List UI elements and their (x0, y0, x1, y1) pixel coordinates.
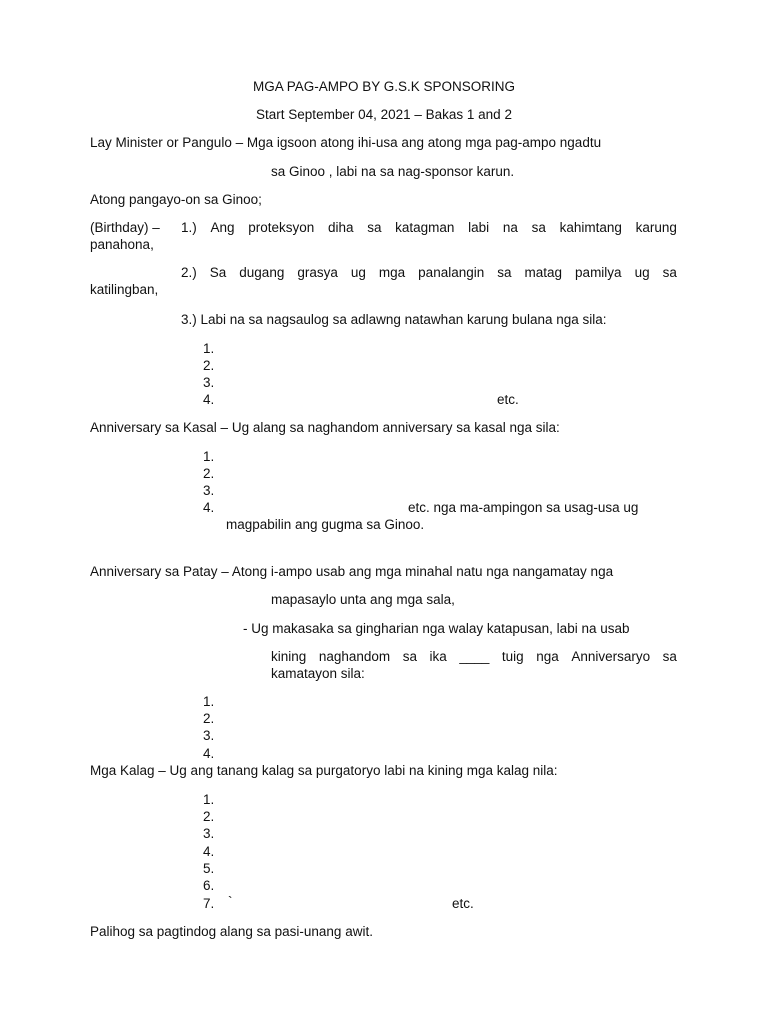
wedding-heading: Anniversary sa Kasal – Ug alang sa naghandom anniversary sa kasal nga sila: (90, 420, 560, 435)
birthday-label: (Birthday) – (90, 220, 160, 235)
word: Sa (209, 265, 227, 280)
birthday-item-2-continued: katilingban, (90, 282, 159, 297)
death-line-2: mapasaylo unta ang mga sala, (271, 592, 455, 607)
birthday-item-1 (181, 219, 677, 236)
word: katagman (395, 220, 455, 235)
prayer-call: Atong pangayo-on sa Ginoo; (90, 192, 262, 207)
souls-heading: Mga Kalag – Ug ang tanang kalag sa purgatoryo labi na kining mga kalag nila: (90, 763, 558, 778)
closing-line: Palihog sa pagtindog alang sa pasi-unang awit. (90, 924, 373, 939)
wedding-list-item: 2. (203, 466, 215, 481)
death-list-item: 3. (203, 728, 215, 743)
word: karung (635, 220, 677, 235)
word: proteksyon (248, 220, 315, 235)
word: panalangin (418, 265, 485, 280)
document-title: MGA PAG-AMPO BY G.S.K SPONSORING (252, 79, 516, 94)
intro-line-1: Lay Minister or Pangulo – Mga igsoon atong ihi-usa ang atong mga pag-ampo ngadtu (90, 135, 602, 150)
word: Anniversaryo (571, 649, 651, 664)
word: sa (367, 220, 382, 235)
word: Ang (210, 220, 235, 235)
wedding-list-item: 4. (203, 500, 215, 515)
souls-list-item: 1. (203, 792, 215, 807)
word: ug (350, 265, 366, 280)
birthday-item-3: 3.) Labi na sa nagsaulog sa adlawng natawhan karung bulana nga sila: (181, 312, 607, 327)
word: na (502, 220, 518, 235)
intro-line-2: sa Ginoo , labi na sa nag-sponsor karun. (271, 164, 515, 179)
word: dugang (239, 265, 285, 280)
word: tuig (501, 649, 524, 664)
word: matag (524, 265, 563, 280)
birthday-list-item: 2. (203, 358, 215, 373)
word: sa (662, 649, 677, 664)
word: ____ (459, 649, 490, 664)
word: kahimtang (559, 220, 622, 235)
birthday-list-item: 3. (203, 375, 215, 390)
souls-list-item: 3. (203, 826, 215, 841)
souls-etc: etc. (452, 896, 474, 911)
souls-list-item: 6. (203, 878, 215, 893)
word: 1.) (181, 220, 197, 235)
word: diha (327, 220, 354, 235)
death-list-item: 1. (203, 694, 215, 709)
souls-list-item: 5. (203, 861, 215, 876)
word: kining (271, 649, 307, 664)
souls-backtick: ` (228, 894, 233, 909)
death-line-5: kamatayon sila: (271, 666, 365, 681)
death-list-item: 2. (203, 711, 215, 726)
word: ika (429, 649, 447, 664)
birthday-etc: etc. (497, 392, 519, 407)
word: sa (662, 265, 677, 280)
birthday-item-2 (181, 264, 677, 281)
word: ug (634, 265, 650, 280)
birthday-list-item: 1. (203, 341, 215, 356)
word: labi (468, 220, 490, 235)
death-list-item: 4. (203, 746, 215, 761)
wedding-etc-continued: magpabilin ang gugma sa Ginoo. (226, 517, 425, 532)
document-subtitle: Start September 04, 2021 – Bakas 1 and 2 (256, 107, 512, 122)
word: sa (497, 265, 512, 280)
wedding-etc: etc. nga ma-ampingon sa usag-usa ug (408, 500, 639, 515)
word: grasya (297, 265, 338, 280)
word: sa (531, 220, 546, 235)
word: 2.) (181, 265, 197, 280)
death-line-4 (271, 648, 677, 665)
word: pamilya (575, 265, 622, 280)
souls-list-item: 2. (203, 809, 215, 824)
word: sa (402, 649, 417, 664)
word: nga (536, 649, 559, 664)
death-heading: Anniversary sa Patay – Atong i-ampo usab ang mga minahal natu nga nangamatay nga (90, 564, 614, 579)
wedding-list-item: 3. (203, 483, 215, 498)
birthday-list-item: 4. (203, 392, 215, 407)
birthday-item-1-continued: panahona, (90, 237, 154, 252)
death-line-3: - Ug makasaka sa gingharian nga walay katapusan, labi na usab (243, 621, 630, 636)
souls-list-item: 4. (203, 844, 215, 859)
wedding-list-item: 1. (203, 449, 215, 464)
word: mga (378, 265, 406, 280)
word: naghandom (318, 649, 391, 664)
souls-list-item: 7. (203, 896, 215, 911)
